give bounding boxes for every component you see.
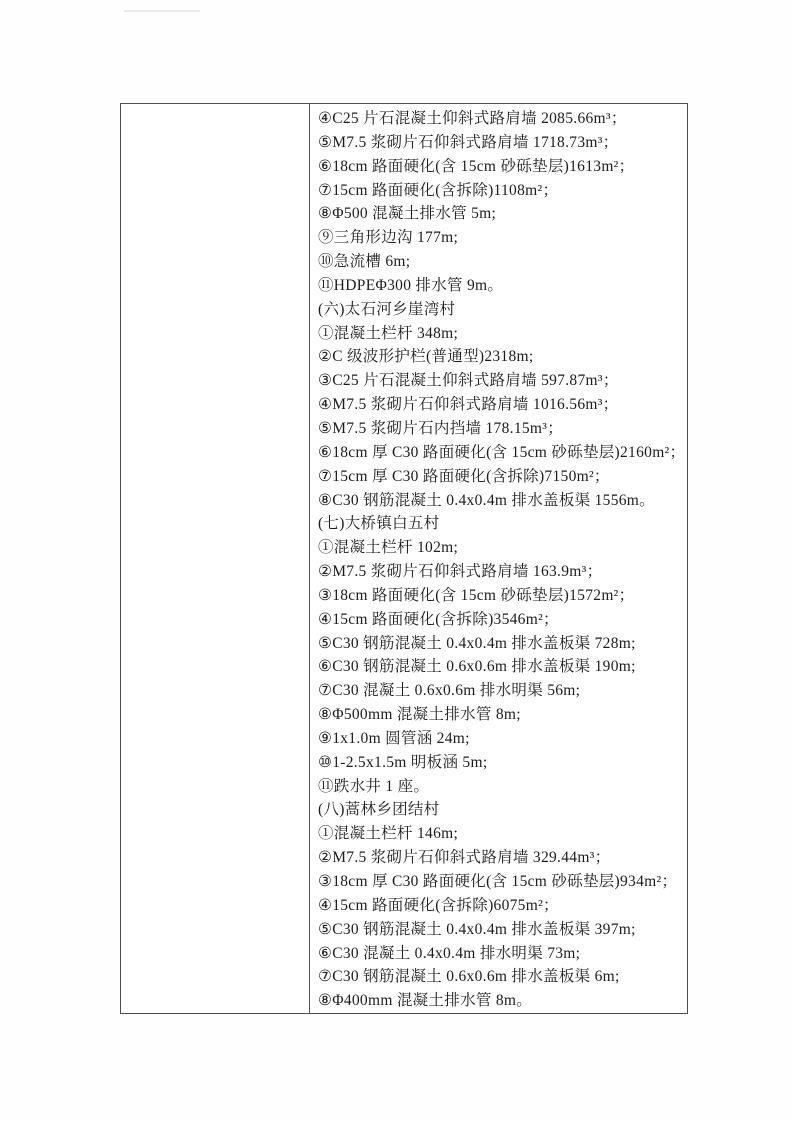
work-item: ④M7.5 浆砌片石仰斜式路肩墙 1016.56m³； [318, 396, 619, 414]
work-item: ②C 级波形护栏(普通型)2318m; [318, 348, 534, 366]
work-item: ⑩急流槽 6m; [318, 253, 411, 271]
section-heading: (六)太石河乡崖湾村 [318, 300, 456, 318]
table-left-cell [121, 104, 310, 1013]
work-item: ⑥18cm 厚 C30 路面硬化(含 15cm 砂砾垫层)2160m²； [318, 443, 686, 461]
work-item: ⑨三角形边沟 177m; [318, 229, 459, 247]
work-item: ③C25 片石混凝土仰斜式路肩墙 597.87m³； [318, 372, 619, 390]
work-item: ⑨1x1.0m 圆管涵 24m; [318, 729, 470, 747]
works-quantity-table [120, 103, 688, 1014]
work-item: ⑧Φ500 混凝土排水管 5m; [318, 205, 497, 223]
section-heading: (七)大桥镇白五村 [318, 515, 440, 533]
work-item: ②M7.5 浆砌片石仰斜式路肩墙 163.9m³； [318, 563, 603, 581]
work-item: ⑩1-2.5x1.5m 明板涵 5m; [318, 753, 488, 771]
work-item: ⑧Φ400mm 混凝土排水管 8m。 [318, 992, 533, 1010]
work-item: ①混凝土栏杆 102m; [318, 539, 459, 557]
work-item: ②M7.5 浆砌片石仰斜式路肩墙 329.44m³； [318, 849, 611, 867]
work-item: ⑤M7.5 浆砌片石内挡墙 178.15m³； [318, 419, 564, 437]
scan-artifact [124, 10, 200, 12]
work-item: ⑧C30 钢筋混凝土 0.4x0.4m 排水盖板渠 1556m。 [318, 491, 655, 509]
work-item: ⑪HDPEΦ300 排水管 9m。 [318, 276, 504, 294]
table-right-cell [310, 104, 687, 1013]
work-item: ⑦C30 混凝土 0.6x0.6m 排水明渠 56m; [318, 682, 581, 700]
work-item: ④15cm 路面硬化(含拆除)6075m²； [318, 896, 559, 914]
work-item: ①混凝土栏杆 348m; [318, 324, 459, 342]
work-item: ⑦15cm 厚 C30 路面硬化(含拆除)7150m²； [318, 467, 610, 485]
work-item: ④15cm 路面硬化(含拆除)3546m²； [318, 610, 559, 628]
work-item: ③18cm 路面硬化(含 15cm 砂砾垫层)1572m²； [318, 586, 635, 604]
work-item: ①混凝土栏杆 146m; [318, 825, 459, 843]
work-item: ⑪跌水井 1 座。 [318, 777, 430, 795]
work-item: ⑤C30 钢筋混凝土 0.4x0.4m 排水盖板渠 397m; [318, 920, 636, 938]
work-item: ⑦C30 钢筋混凝土 0.6x0.6m 排水盖板渠 6m; [318, 968, 620, 986]
work-item: ⑤C30 钢筋混凝土 0.4x0.4m 排水盖板渠 728m; [318, 634, 636, 652]
work-item: ③18cm 厚 C30 路面硬化(含 15cm 砂砾垫层)934m²； [318, 873, 678, 890]
work-item: ⑦15cm 路面硬化(含拆除)1108m²； [318, 181, 559, 199]
work-item: ⑥C30 混凝土 0.4x0.4m 排水明渠 73m; [318, 944, 581, 962]
work-item: ④C25 片石混凝土仰斜式路肩墙 2085.66m³； [318, 110, 627, 127]
work-item: ⑥C30 钢筋混凝土 0.6x0.6m 排水盖板渠 190m; [318, 658, 636, 676]
work-item: ⑧Φ500mm 混凝土排水管 8m; [318, 706, 521, 724]
work-item: ⑥18cm 路面硬化(含 15cm 砂砾垫层)1613m²； [318, 157, 635, 175]
section-heading: (八)蒿林乡团结村 [318, 801, 440, 819]
work-item: ⑤M7.5 浆砌片石仰斜式路肩墙 1718.73m³； [318, 133, 619, 151]
